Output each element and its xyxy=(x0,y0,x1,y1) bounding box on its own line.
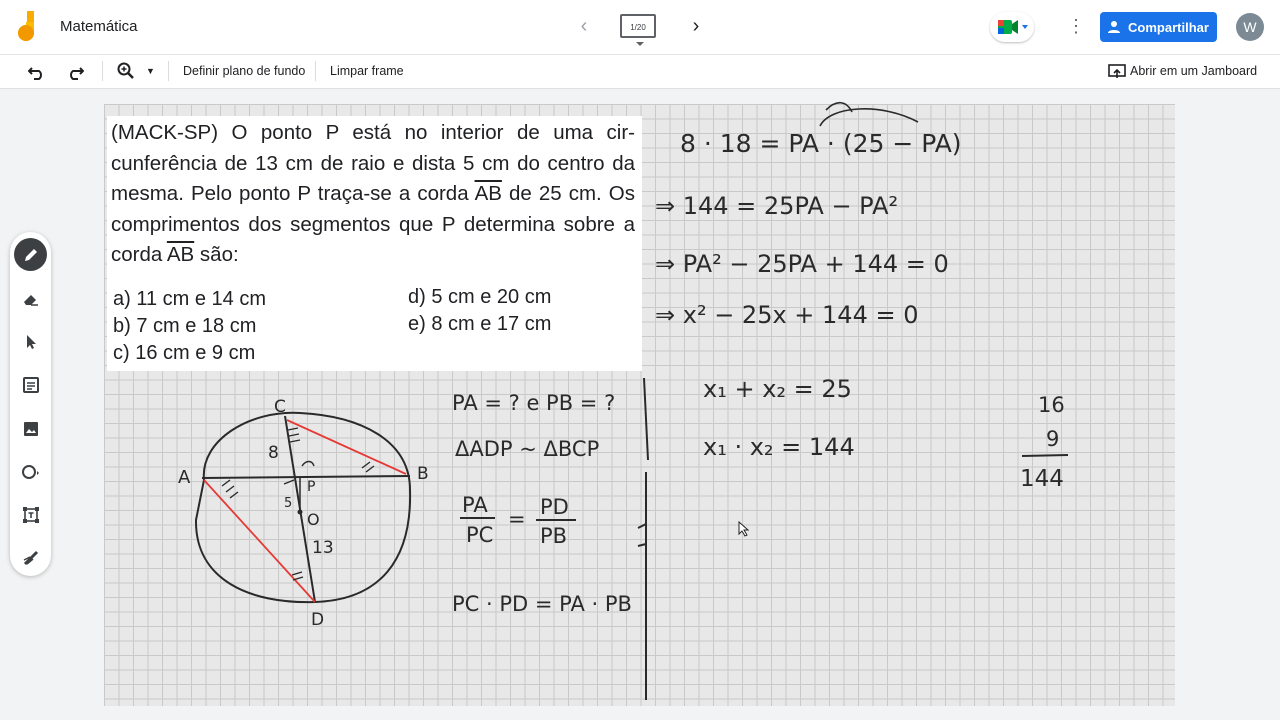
jamboard-logo-icon[interactable] xyxy=(18,11,42,43)
problem-text xyxy=(111,118,635,271)
chord-ab-label: $\overline{AB}$ xyxy=(166,243,195,266)
clear-frame-button[interactable]: Limpar frame xyxy=(330,64,404,78)
ink-fraction-num-2: PD xyxy=(540,495,569,519)
ink-fraction-num-1: PA xyxy=(462,493,488,517)
ink-similar-triangles: ΔADP ~ ΔBCP xyxy=(455,437,600,461)
ink-eq-5: x₁ + x₂ = 25 xyxy=(703,375,852,403)
option-c: c) 16 cm e 9 cm xyxy=(113,342,256,364)
ink-eq-3: ⇒ PA² − 25PA + 144 = 0 xyxy=(655,250,949,278)
document-title[interactable]: Matemática xyxy=(60,18,138,35)
share-button[interactable] xyxy=(1100,12,1217,42)
ink-fraction-den-2: PB xyxy=(540,524,568,548)
frame-indicator-button[interactable]: 1/20 xyxy=(620,14,656,38)
ink-eq-1: 8 · 18 = PA · (25 − PA) xyxy=(680,129,962,158)
open-in-jamboard-label: Abrir em um Jamboard xyxy=(1130,64,1258,78)
toolbar-divider xyxy=(102,61,103,81)
redo-icon[interactable] xyxy=(66,59,86,83)
edit-toolbar xyxy=(0,55,1280,89)
tool-rail xyxy=(10,232,51,576)
previous-frame-button[interactable]: ‹ xyxy=(580,15,588,37)
set-background-button[interactable]: Definir plano de fundo xyxy=(183,64,306,78)
ink-mult-mid: 9 xyxy=(1046,427,1060,451)
ink-mult-top: 16 xyxy=(1038,393,1065,417)
pen-tool-icon[interactable] xyxy=(14,238,47,271)
next-frame-button[interactable]: › xyxy=(692,15,700,37)
ink-eq-4: ⇒ x² − 25x + 144 = 0 xyxy=(655,301,919,329)
toolbar-divider xyxy=(168,61,169,81)
ink-fraction-den-1: PC xyxy=(466,523,494,547)
meet-icon xyxy=(990,12,1034,42)
problem-text-part1: (MACK-SP) O ponto P está no interior de uma circunferência de 13 cm de raio e dista 5 cm do centro da mesma. Pelo ponto P traça-se a corda xyxy=(111,121,635,205)
share-label: Compartilhar xyxy=(1128,19,1209,35)
top-bar xyxy=(0,0,1280,55)
open-in-jamboard-button[interactable] xyxy=(1108,59,1257,83)
more-options-icon[interactable]: ⋮ xyxy=(1067,16,1085,36)
ink-eq-2: ⇒ 144 = 25PA − PA² xyxy=(655,192,899,220)
problem-text-part2: de 25 cm. Os comprimentos dos segmentos que P determina sobre a corda xyxy=(111,182,635,266)
ink-pa-pb-question: PA = ? e PB = ? xyxy=(452,391,616,415)
toolbar-divider xyxy=(315,61,316,81)
meet-present-button[interactable] xyxy=(990,12,1034,42)
image-tool-icon[interactable] xyxy=(14,412,47,445)
label-o: O xyxy=(307,510,320,529)
label-d: D xyxy=(311,610,325,630)
ink-mult-result: 144 xyxy=(1020,466,1064,492)
label-eight: 8 xyxy=(268,443,279,463)
option-d: d) 5 cm e 20 cm xyxy=(408,286,552,308)
zoom-icon[interactable] xyxy=(116,59,136,83)
open-in-board-icon xyxy=(1108,59,1126,83)
problem-statement-box[interactable] xyxy=(107,116,642,371)
label-five: 5 xyxy=(284,496,293,511)
label-b: B xyxy=(417,464,429,484)
label-thirteen: 13 xyxy=(312,538,334,558)
label-p: P xyxy=(307,479,316,495)
shape-tool-icon[interactable] xyxy=(14,455,47,488)
label-a: A xyxy=(178,467,191,488)
user-avatar[interactable]: W xyxy=(1236,13,1264,41)
zoom-dropdown-icon[interactable]: ▼ xyxy=(146,66,155,76)
laser-tool-icon[interactable] xyxy=(14,541,47,574)
ink-power-of-point: PC · PD = PA · PB xyxy=(452,592,632,616)
text-box-tool-icon[interactable] xyxy=(14,498,47,531)
ink-equals: = xyxy=(508,507,526,531)
label-c: C xyxy=(274,397,286,417)
option-b: b) 7 cm e 18 cm xyxy=(113,315,257,337)
option-e: e) 8 cm e 17 cm xyxy=(408,313,552,335)
sticky-note-tool-icon[interactable] xyxy=(14,368,47,401)
add-person-icon xyxy=(1108,20,1122,34)
ink-eq-6: x₁ · x₂ = 144 xyxy=(703,433,855,461)
eraser-tool-icon[interactable] xyxy=(14,282,47,315)
chord-ab-label: $\overline{AB}$ xyxy=(474,182,502,205)
problem-text-part3: são: xyxy=(199,243,239,266)
select-tool-icon[interactable] xyxy=(14,325,47,358)
undo-icon[interactable] xyxy=(28,59,48,83)
option-a: a) 11 cm e 14 cm xyxy=(113,288,267,310)
